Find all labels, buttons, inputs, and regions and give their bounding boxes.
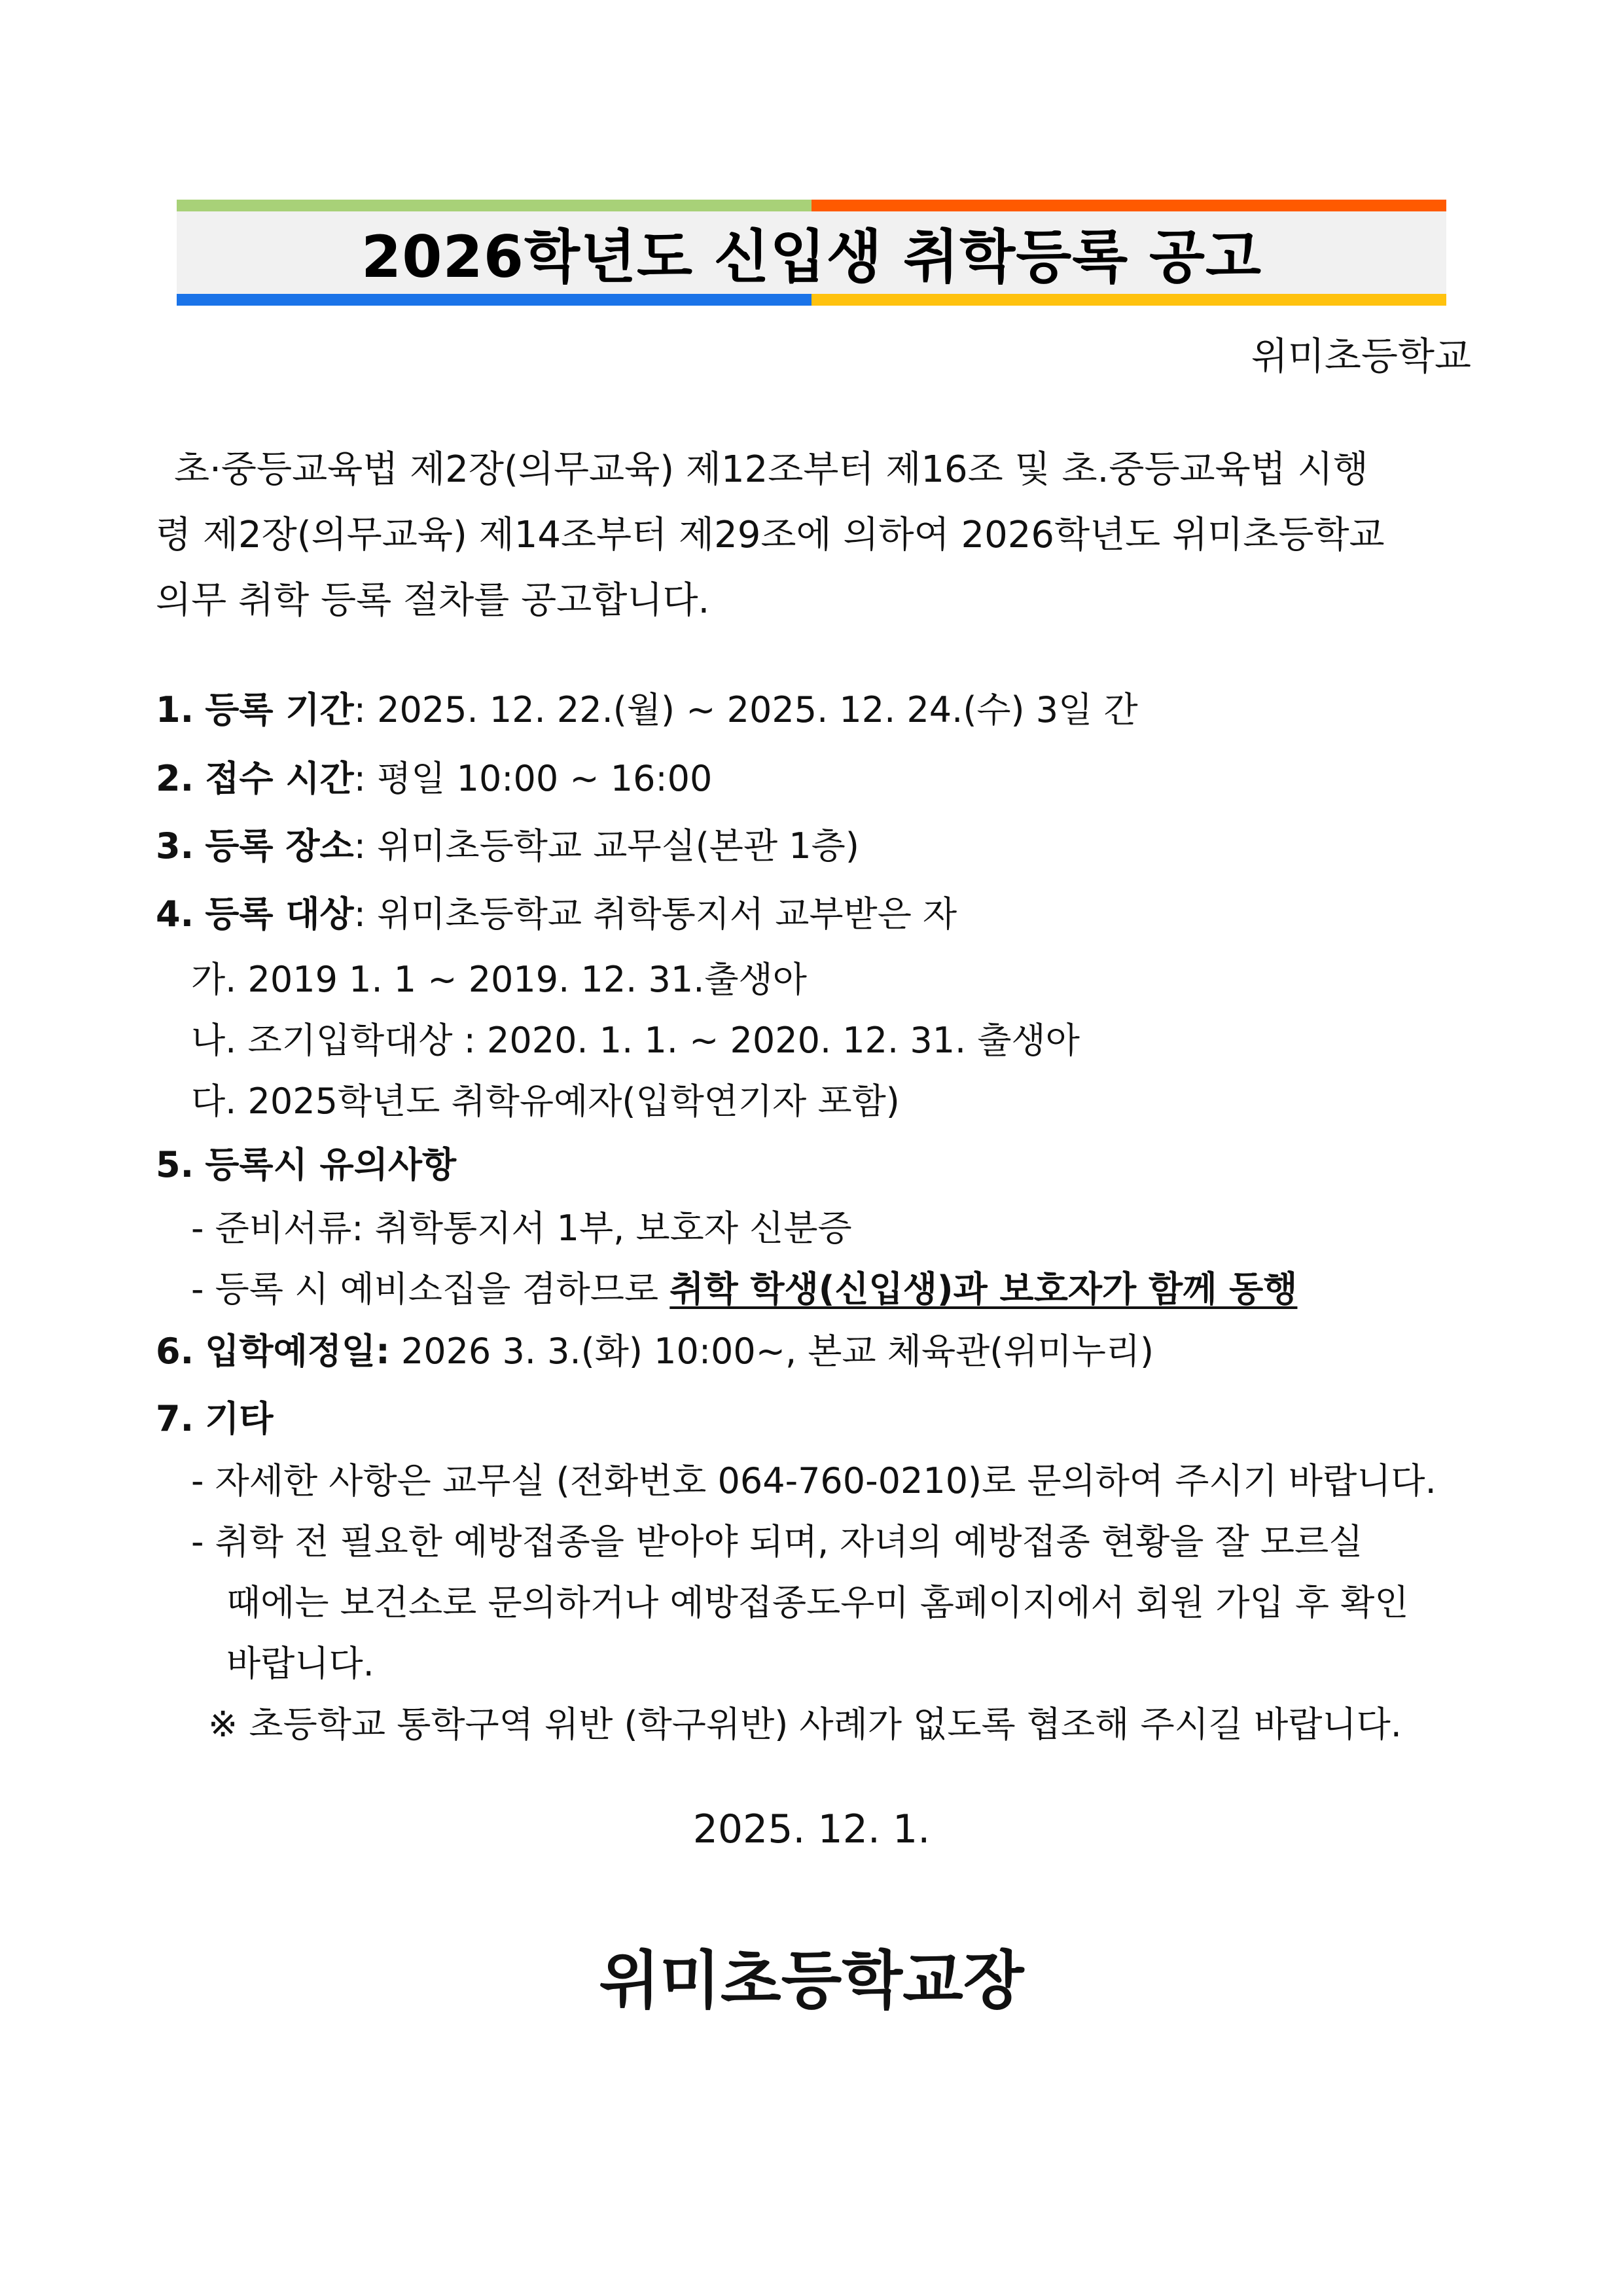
note-item: ※ 초등학교 통학구역 위반 (학구위반) 사례가 없도록 협조해 주시길 바랍니다. (208, 1704, 1402, 1745)
item-number: 5. (156, 1144, 194, 1185)
item-key: 등록 기간 (205, 689, 354, 730)
sub-item-text: - 등록 시 예비소집을 겸하므로 (191, 1268, 670, 1310)
sub-item: - 자세한 사항은 교무실 (전화번호 064-760-0210)로 문의하여 주시기 바랍니다. (191, 1460, 1436, 1501)
item-reception-time (156, 756, 712, 802)
item-key: 등록시 유의사항 (205, 1144, 457, 1185)
principal-signature: 위미초등학교장 (599, 1944, 1024, 2017)
item-value: 2026 3. 3.(화) 10:00~, 본교 체육관(위미누리) (389, 1331, 1154, 1372)
item-registration-period (156, 687, 1138, 733)
intro-line: 의무 취학 등록 절차를 공고합니다. (156, 579, 710, 622)
item-others (156, 1396, 274, 1442)
item-value: : 위미초등학교 취학통지서 교부받은 자 (353, 893, 957, 935)
intro-paragraph (156, 437, 1471, 634)
item-value: : 2025. 12. 22.(월) ~ 2025. 12. 24.(수) 3일 간 (353, 689, 1138, 730)
sub-item: 때에는 보건소로 문의하거나 예방접종도우미 홈페이지에서 회원 가입 후 확인 (226, 1582, 1409, 1623)
item-admission-date (156, 1329, 1154, 1374)
sub-item: - 준비서류: 취학통지서 1부, 보호자 신분증 (191, 1208, 852, 1249)
issuing-school: 위미초등학교 (1251, 334, 1471, 378)
item-key: 기타 (205, 1398, 274, 1439)
page-title: 2026학년도 신입생 취학등록 공고 (361, 223, 1262, 291)
item-value: : 위미초등학교 교무실(본관 1층) (353, 825, 859, 867)
notice-date: 2025. 12. 1. (692, 1806, 931, 1852)
item-key: 등록 대상 (205, 893, 354, 935)
item-key: 접수 시간 (205, 758, 354, 799)
item-number: 2. (156, 758, 194, 799)
item-number: 1. (156, 689, 194, 730)
item-value: : 평일 10:00 ~ 16:00 (353, 758, 713, 799)
item-registration-target (156, 891, 957, 937)
item-key: 입학예정일: (205, 1331, 390, 1372)
item-registration-place (156, 823, 859, 869)
sub-item: 나. 조기입학대상 : 2020. 1. 1. ~ 2020. 12. 31. 출생아 (191, 1020, 1080, 1061)
item-number: 3. (156, 825, 194, 867)
item-number: 6. (156, 1331, 194, 1372)
item-registration-notes (156, 1142, 456, 1188)
sub-item: - 취학 전 필요한 예방접종을 받아야 되며, 자녀의 예방접종 현황을 잘 모르실 (191, 1521, 1363, 1562)
banner-top-right-stripe (812, 200, 1446, 211)
item-number: 4. (156, 893, 194, 935)
item-number: 7. (156, 1398, 194, 1439)
emphasis-text: 취학 학생(신입생)과 보호자가 함께 동행 (669, 1268, 1298, 1310)
sub-item: 가. 2019 1. 1 ~ 2019. 12. 31.출생아 (191, 959, 807, 1000)
title-banner (177, 200, 1446, 306)
sub-item (191, 1266, 1297, 1312)
intro-line: 령 제2장(의무교육) 제14조부터 제29조에 의하여 2026학년도 위미초등학교 (156, 514, 1385, 556)
sub-item: 바랍니다. (226, 1643, 374, 1684)
banner-bottom-left-stripe (177, 294, 812, 306)
banner-body (177, 211, 1446, 294)
banner-bottom-bar (177, 294, 1446, 306)
banner-top-left-stripe (177, 200, 812, 211)
banner-top-bar (177, 200, 1446, 211)
intro-line: 초·중등교육법 제2장(의무교육) 제12조부터 제16조 및 초.중등교육법 시행 (174, 448, 1368, 491)
sub-item: 다. 2025학년도 취학유예자(입학연기자 포함) (191, 1081, 900, 1122)
banner-bottom-right-stripe (812, 294, 1446, 306)
item-key: 등록 장소 (205, 825, 354, 867)
